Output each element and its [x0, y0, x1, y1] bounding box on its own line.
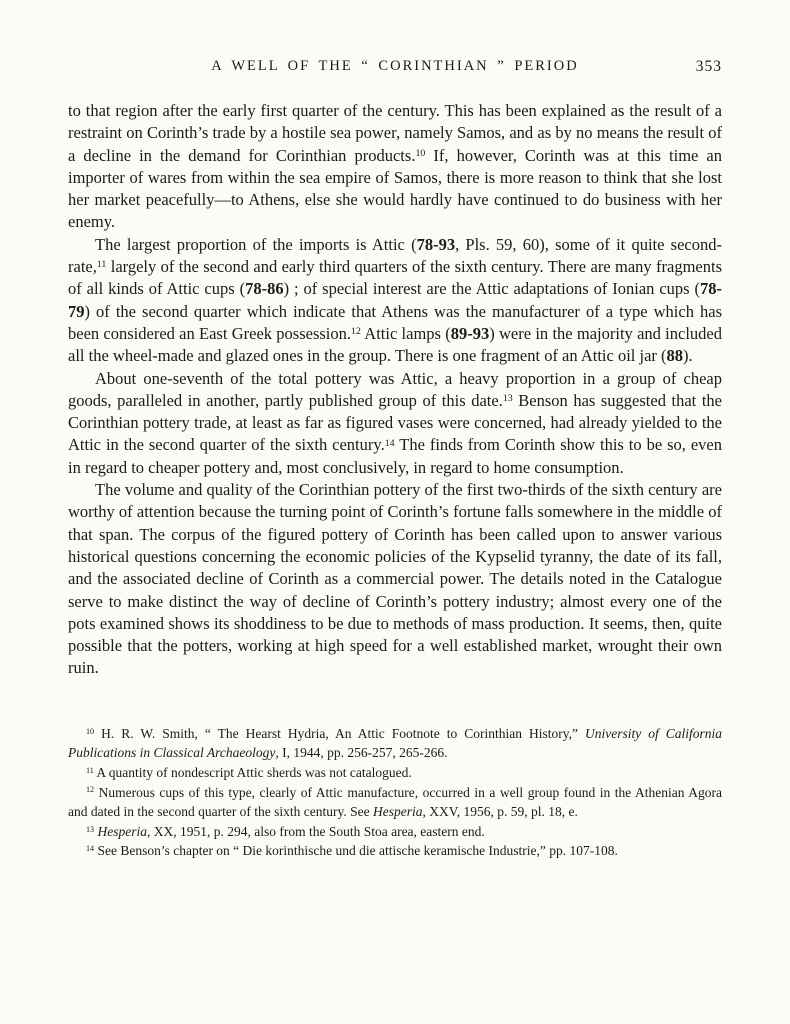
text-run: The volume and quality of the Corinthian pottery of the first two-thirds of the sixth century are worthy of attention because the turning point of Corinth’s fortune falls somewhere in the middle of that span. The corpus of the figured pottery of Corinth has been called upon to answer various historical questions concerning the economic policies of the Kypselid tyranny, the date of its fall, and the associated decline of Corinth as a commercial power. The details noted in the Catalogue serve to make distinct the way of decline of Corinth’s pottery industry; almost every one of the pots examined shows its shoddiness to be due to methods of mass production. It seems, then, quite possible that the potters, working at high speed for a well established market, wrought their own ruin. — [68, 480, 722, 678]
text-run: ). — [683, 346, 693, 366]
text-run: Benson has suggested that the Corinthian pottery trade, at least as far as figured vases were concerned, had already yielded to the Attic in the second quarter of the sixth century. — [68, 390, 722, 455]
text-run: , Pls. 59, 60), some of it quite second-rate, — [68, 234, 722, 277]
footnote — [68, 724, 722, 763]
footnotes — [68, 724, 722, 861]
italic-title: Hesperia — [97, 823, 147, 839]
text-run: Numerous cups of this type, clearly of Attic manufacture, occurred in a well group found in the Athenian Agora and dated in the second quarter of the sixth century. See — [68, 784, 722, 820]
footnote — [68, 763, 722, 783]
catalogue-number: 78-79 — [68, 279, 722, 321]
text-run: largely of the second and early third quarters of the sixth century. There are many fragments of all kinds of Attic cups ( — [68, 257, 722, 299]
running-head — [68, 58, 722, 78]
text-run: See Benson’s chapter on “ Die korinthische und die attische keramische Industrie,” pp. 107-108. — [94, 843, 618, 859]
text-run: , XX, 1951, p. 294, also from the South Stoa area, eastern end. — [146, 823, 485, 839]
page-title: A WELL OF THE “ CORINTHIAN ” PERIOD — [211, 58, 579, 74]
text-run: If, however, Corinth was at this time an importer of wares from within the sea empire of Samos, there is more reason to think that she lost her market peacefully—to Athens, else she would hardly have continued to do business with her enemy. — [68, 145, 722, 232]
italic-title: Hesperia — [373, 804, 423, 820]
body-paragraph — [68, 234, 722, 368]
footnote — [68, 783, 722, 822]
text-run: ) were in the majority and included all the wheel-made and glazed ones in the group. There is one fragment of an Attic oil jar ( — [68, 323, 722, 366]
text-run: The largest proportion of the imports is Attic ( — [95, 234, 417, 254]
footnote — [68, 822, 722, 842]
footnote-ref: 11 — [86, 765, 94, 775]
text-run: ) of the second quarter which indicate that Athens was the manufacturer of a type which has been considered an East Greek possession. — [68, 301, 722, 343]
footnote-ref: 12 — [351, 326, 361, 338]
page-number: 353 — [695, 58, 722, 75]
italic-title: University of California Publications in Classical Archaeology — [68, 725, 722, 761]
catalogue-number: 88 — [666, 346, 684, 366]
text-run: The finds from Corinth show this to be so, even in regard to cheaper pottery and, most conclusively, in regard to home consumption. — [68, 435, 723, 477]
footnote-ref: 13 — [86, 824, 95, 834]
body-paragraph — [68, 100, 722, 234]
body-paragraph — [68, 368, 722, 479]
body-text — [68, 100, 722, 680]
text-run: , I, 1944, pp. 256-257, 265-266. — [275, 745, 448, 761]
text-run: , XXV, 1956, p. 59, pl. 18, e. — [422, 804, 578, 820]
text-run: ) ; of special interest are the Attic adaptations of Ionian cups ( — [283, 279, 700, 299]
footnote — [68, 841, 722, 861]
footnote-ref: 14 — [384, 437, 395, 449]
text-run: H. R. W. Smith, “ The Hearst Hydria, An Attic Footnote to Corinthian History,” — [94, 725, 585, 741]
text-run: to that region after the early first quarter of the century. This has been explained as the result of a restraint on Corinth’s trade by a hostile sea power, namely Samos, and as by no means the result of a decline in the demand for Corinthian products. — [68, 101, 722, 165]
footnote-ref: 10 — [415, 147, 426, 159]
text-run: Attic lamps ( — [360, 323, 451, 343]
text-run: A quantity of nondescript Attic sherds was not catalogued. — [93, 764, 412, 780]
body-paragraph — [68, 479, 722, 680]
footnote-ref: 14 — [86, 844, 95, 854]
footnote-ref: 12 — [86, 785, 95, 795]
catalogue-number: 89-93 — [450, 323, 490, 343]
footnote-ref: 11 — [96, 259, 107, 271]
footnote-ref: 10 — [86, 726, 95, 736]
text-run: About one-seventh of the total pottery was Attic, a heavy proportion in a group of cheap goods, paralleled in another, partly published group of this date. — [68, 368, 722, 410]
catalogue-number: 78-93 — [416, 234, 456, 254]
footnote-ref: 13 — [502, 392, 513, 404]
catalogue-number: 78-86 — [245, 279, 284, 299]
